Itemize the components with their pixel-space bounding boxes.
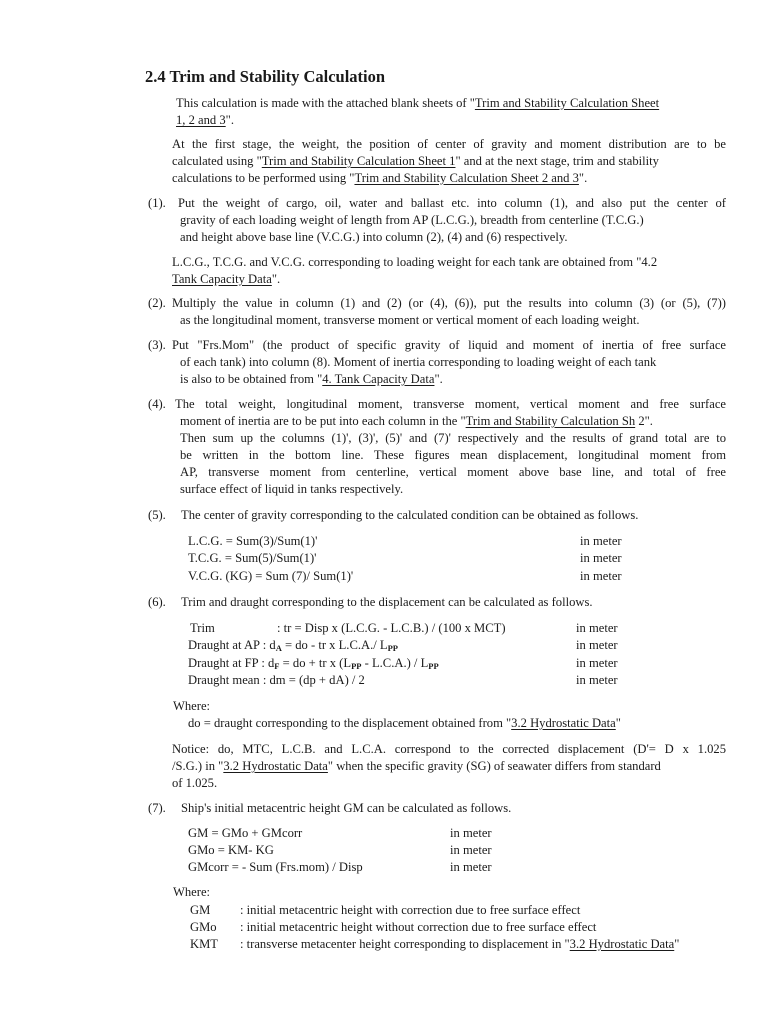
gmcorr-unit: in meter <box>450 860 492 874</box>
hydrostatic-data-link[interactable]: 3.2 Hydrostatic Data <box>511 716 616 730</box>
item-4-line-3: Then sum up the columns (1)', (3)', (5)' and (7)' respectively and the results of grand total are to <box>180 431 726 445</box>
item-6-where-label: Where: <box>173 699 211 713</box>
def-gm-term: GM <box>190 903 211 917</box>
notice-line-1: Notice: do, MTC, L.C.B. and L.C.A. correspond to the corrected displacement (D'= D x 1.025 <box>172 742 726 756</box>
item-7-intro: Ship's initial metacentric height GM can be calculated as follows. <box>181 801 512 815</box>
first-stage-line-2: calculated using "Trim and Stability Calculation Sheet 1" and at the next stage, trim and stability <box>172 154 659 168</box>
tank-capacity-link-2[interactable]: 4. Tank Capacity Data <box>322 372 435 386</box>
item-1-line-2: gravity of each loading weight of length from AP (L.C.G.), breadth from centerline (T.C.G.) <box>180 213 644 227</box>
gm-formula: GM = GMo + GMcorr <box>188 826 303 840</box>
tank-capacity-link[interactable]: Tank Capacity Data <box>172 272 272 286</box>
first-stage-line-1: At the first stage, the weight, the position of center of gravity and moment distribution are to be <box>172 137 726 151</box>
section-title: 2.4 Trim and Stability Calculation <box>145 67 386 86</box>
item-3-line-1: Put "Frs.Mom" (the product of specific gravity of liquid and moment of inertia of free surface <box>172 338 726 352</box>
item-6-intro: Trim and draught corresponding to the displacement can be calculated as follows. <box>181 595 593 609</box>
item-4-line-1: The total weight, longitudinal moment, transverse moment, vertical moment and free surface <box>175 397 726 411</box>
item-4-line-5: AP, transverse moment from centerline, vertical moment above base line, and total of free <box>180 465 726 479</box>
notice-line-2: /S.G.) in "3.2 Hydrostatic Data" when the specific gravity (SG) of seawater differs from standard <box>172 759 661 773</box>
item-1-note-line-2: Tank Capacity Data". <box>172 272 281 286</box>
gmo-unit: in meter <box>450 843 492 857</box>
intro-line-2: 1, 2 and 3". <box>176 113 234 127</box>
item-3-line-3: is also to be obtained from "4. Tank Capacity Data". <box>180 372 443 386</box>
lcg-unit: in meter <box>580 534 622 548</box>
sheet-2-3-link[interactable]: Trim and Stability Calculation Sheet 2 and 3 <box>354 171 579 185</box>
sheet-1-link[interactable]: Trim and Stability Calculation Sheet 1 <box>261 154 456 168</box>
item-4-line-4: be written in the bottom line. These figures mean displacement, longitudinal moment from <box>180 448 726 462</box>
vcg-formula: V.C.G. (KG) = Sum (7)/ Sum(1)' <box>188 569 354 583</box>
sheet-2-link[interactable]: Trim and Stability Calculation Sh <box>465 414 636 428</box>
item-4-number: (4). <box>148 397 166 411</box>
gm-unit: in meter <box>450 826 492 840</box>
item-1-line-1: Put the weight of cargo, oil, water and ballast etc. into column (1), and also put the center of <box>178 196 726 210</box>
trim-formula: : tr = Disp x (L.C.G. - L.C.B.) / (100 x MCT) <box>277 621 506 635</box>
item-7-number: (7). <box>148 801 166 815</box>
hydrostatic-data-link-3[interactable]: 3.2 Hydrostatic Data <box>569 937 675 951</box>
trim-label: Trim <box>190 621 215 635</box>
item-5-intro: The center of gravity corresponding to the calculated condition can be obtained as follows. <box>181 508 639 522</box>
item-1-number: (1). <box>148 196 166 210</box>
def-kmt-desc: : transverse metacenter height corresponding to displacement in "3.2 Hydrostatic Data" <box>240 937 680 951</box>
gmo-formula: GMo = KM- KG <box>188 843 274 857</box>
item-6-number: (6). <box>148 595 166 609</box>
item-5-number: (5). <box>148 508 166 522</box>
item-6-where-text: do = draught corresponding to the displacement obtained from "3.2 Hydrostatic Data" <box>188 716 621 730</box>
def-gmo-term: GMo <box>190 920 217 934</box>
first-stage-line-3: calculations to be performed using "Trim and Stability Calculation Sheet 2 and 3". <box>172 171 588 185</box>
tcg-formula: T.C.G. = Sum(5)/Sum(1)' <box>188 551 317 565</box>
item-2-line-2: as the longitudinal moment, transverse moment or vertical moment of each loading weight. <box>180 313 640 327</box>
item-3-number: (3). <box>148 338 166 352</box>
draught-mean-row: Draught mean : dm = (dp + dA) / 2 <box>188 673 365 687</box>
item-2-number: (2). <box>148 296 166 310</box>
sheet-link[interactable]: Trim and Stability Calculation Sheet <box>474 96 660 110</box>
item-1-line-3: and height above base line (V.C.G.) into column (2), (4) and (6) respectively. <box>180 230 568 244</box>
trim-unit: in meter <box>576 621 618 635</box>
sheet-numbers-link[interactable]: 1, 2 and 3 <box>176 113 226 127</box>
draught-fp-unit: in meter <box>576 656 618 670</box>
intro-line-1: This calculation is made with the attached blank sheets of "Trim and Stability Calculation Sheet <box>176 96 660 110</box>
lcg-formula: L.C.G. = Sum(3)/Sum(1)' <box>188 534 318 548</box>
item-1-note-line-1: L.C.G., T.C.G. and V.C.G. corresponding to loading weight for each tank are obtained from "4.2 <box>172 255 658 269</box>
draught-ap-unit: in meter <box>576 638 618 652</box>
draught-fp-row: Draught at FP : dF = do + tr x (LPP - L.C.A.) / LPP <box>188 656 439 671</box>
item-2-line-1: Multiply the value in column (1) and (2) (or (4), (6)), put the results into column (3) (or (5), (7)) <box>172 296 726 310</box>
draught-mean-unit: in meter <box>576 673 618 687</box>
notice-line-3: of 1.025. <box>172 776 218 790</box>
vcg-unit: in meter <box>580 569 622 583</box>
def-gm-desc: : initial metacentric height with correction due to free surface effect <box>240 903 581 917</box>
item-7-where-label: Where: <box>173 885 211 899</box>
gmcorr-formula: GMcorr = - Sum (Frs.mom) / Disp <box>188 860 363 874</box>
draught-ap-row: Draught at AP : dA = do - tr x L.C.A./ LPP <box>188 638 398 653</box>
def-kmt-term: KMT <box>190 937 218 951</box>
tcg-unit: in meter <box>580 551 622 565</box>
item-3-line-2: of each tank) into column (8). Moment of inertia corresponding to loading weight of each tank <box>180 355 657 369</box>
hydrostatic-data-link-2[interactable]: 3.2 Hydrostatic Data <box>223 759 328 773</box>
item-4-line-6: surface effect of liquid in tanks respectively. <box>180 482 404 496</box>
item-4-line-2: moment of inertia are to be put into each column in the "Trim and Stability Calculation Sh 2". <box>180 414 653 428</box>
def-gmo-desc: : initial metacentric height without correction due to free surface effect <box>240 920 597 934</box>
